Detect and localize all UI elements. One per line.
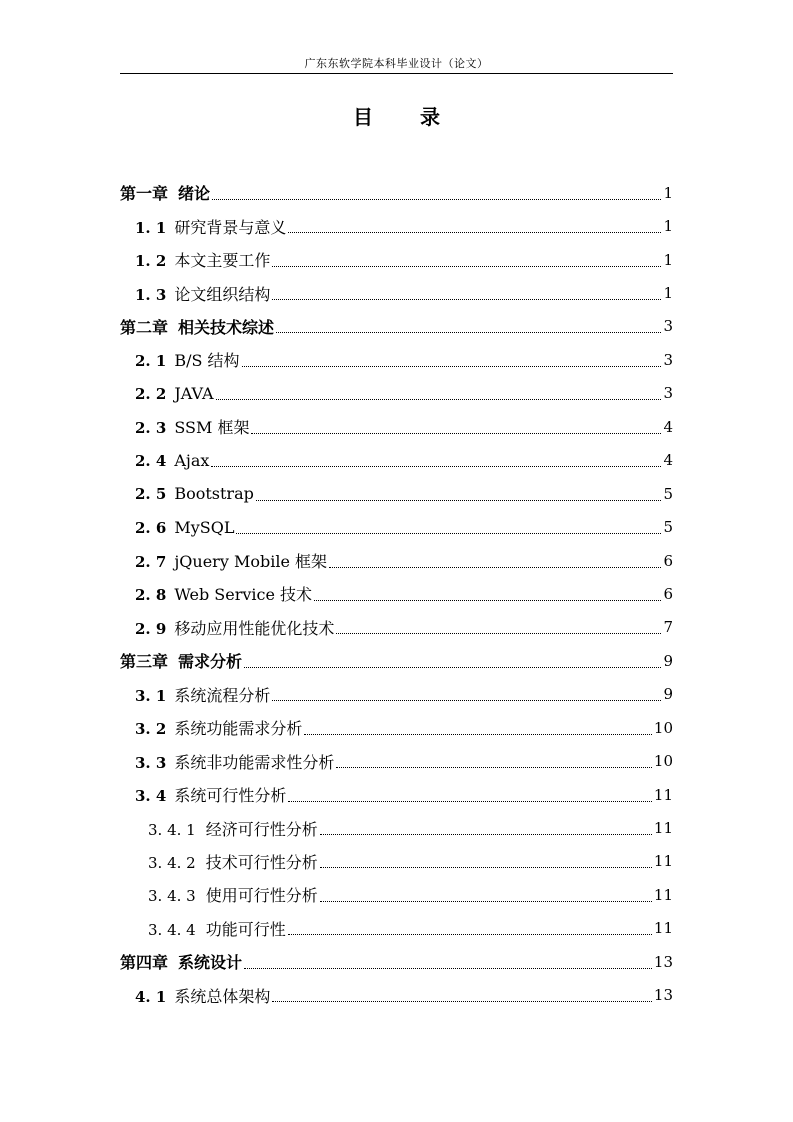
toc-entry-title: 研究背景与意义 bbox=[174, 217, 287, 237]
toc-entry-page-number: 11 bbox=[653, 819, 673, 838]
page-title: 目 录 bbox=[353, 105, 460, 129]
toc-entry-title: 系统非功能需求性分析 bbox=[174, 752, 335, 772]
toc-entry[interactable] bbox=[120, 778, 673, 811]
toc-leader-dots bbox=[329, 566, 661, 568]
toc-entry-label bbox=[135, 582, 312, 605]
toc-leader-dots bbox=[236, 532, 661, 534]
toc-entry-title: 相关技术综述 bbox=[178, 317, 275, 337]
toc-entry-number: 3. 4. 3 bbox=[148, 887, 196, 906]
toc-entry-title: 使用可行性分析 bbox=[205, 886, 318, 906]
toc-entry-number: 2. 8 bbox=[135, 586, 167, 605]
toc-leader-dots bbox=[272, 265, 661, 267]
table-of-contents bbox=[120, 176, 673, 1012]
toc-entry-title: 技术可行性分析 bbox=[205, 852, 318, 872]
toc-entry[interactable] bbox=[120, 209, 673, 242]
toc-entry-title: 功能可行性 bbox=[205, 919, 286, 939]
toc-leader-dots bbox=[336, 766, 652, 768]
toc-entry-page-number: 13 bbox=[653, 952, 673, 971]
toc-leader-dots bbox=[251, 432, 661, 434]
toc-entry-page-number: 5 bbox=[663, 484, 673, 503]
toc-entry[interactable] bbox=[120, 845, 673, 878]
toc-entry-title: SSM 框架 bbox=[174, 418, 250, 438]
toc-entry-page-number: 6 bbox=[663, 551, 673, 570]
toc-entry-page-number: 4 bbox=[663, 417, 673, 436]
toc-entry-title: 系统总体架构 bbox=[174, 986, 271, 1006]
toc-leader-dots bbox=[212, 198, 661, 200]
toc-entry-page-number: 10 bbox=[653, 718, 673, 737]
toc-entry[interactable] bbox=[120, 945, 673, 978]
toc-entry-label bbox=[135, 616, 334, 639]
toc-entry-number: 2. 6 bbox=[135, 518, 167, 537]
toc-entry-label bbox=[135, 282, 270, 305]
toc-entry-page-number: 9 bbox=[663, 651, 673, 670]
toc-entry[interactable] bbox=[120, 678, 673, 711]
toc-entry[interactable] bbox=[120, 477, 673, 510]
toc-entry-title: Web Service 技术 bbox=[174, 585, 313, 605]
toc-leader-dots bbox=[272, 1000, 652, 1002]
toc-entry-label bbox=[148, 850, 318, 873]
toc-entry[interactable] bbox=[120, 611, 673, 644]
toc-entry[interactable] bbox=[120, 544, 673, 577]
toc-entry[interactable] bbox=[120, 510, 673, 543]
toc-leader-dots bbox=[304, 733, 652, 735]
toc-entry-title: 需求分析 bbox=[178, 652, 243, 672]
toc-entry-number: 3. 3 bbox=[135, 753, 167, 772]
toc-entry-title: 绪论 bbox=[178, 184, 211, 204]
toc-entry-number: 2. 3 bbox=[135, 419, 167, 438]
toc-entry-number: 1. 1 bbox=[135, 218, 167, 237]
toc-leader-dots bbox=[242, 365, 662, 367]
toc-entry-number: 2. 4 bbox=[135, 451, 167, 470]
toc-leader-dots bbox=[244, 666, 661, 668]
toc-entry-title: 系统功能需求分析 bbox=[174, 719, 303, 739]
toc-entry-number: 3. 4. 1 bbox=[148, 820, 196, 839]
toc-entry-label bbox=[135, 518, 234, 537]
toc-leader-dots bbox=[320, 833, 652, 835]
toc-entry-page-number: 9 bbox=[663, 685, 673, 704]
toc-entry[interactable] bbox=[120, 343, 673, 376]
toc-entry-title: 移动应用性能优化技术 bbox=[174, 618, 335, 638]
toc-entry-label bbox=[135, 549, 327, 572]
toc-entry-title: jQuery Mobile 框架 bbox=[174, 552, 328, 572]
toc-entry[interactable] bbox=[120, 176, 673, 209]
toc-entry-number: 1. 2 bbox=[135, 252, 167, 271]
toc-entry-label bbox=[148, 917, 286, 940]
toc-entry-page-number: 5 bbox=[663, 518, 673, 537]
toc-entry[interactable] bbox=[120, 878, 673, 911]
toc-entry[interactable] bbox=[120, 711, 673, 744]
toc-entry-label bbox=[135, 415, 249, 438]
toc-entry-number: 第三章 bbox=[120, 652, 169, 672]
toc-entry-number: 3. 4. 2 bbox=[148, 853, 196, 872]
toc-entry-number: 2. 9 bbox=[135, 619, 167, 638]
toc-leader-dots bbox=[288, 800, 652, 802]
toc-entry-number: 3. 4 bbox=[135, 787, 167, 806]
toc-entry-number: 2. 2 bbox=[135, 384, 167, 403]
toc-entry-page-number: 11 bbox=[653, 885, 673, 904]
toc-entry-title: JAVA bbox=[174, 383, 214, 403]
toc-entry-title: 系统设计 bbox=[178, 953, 243, 973]
toc-entry-label bbox=[120, 950, 242, 973]
toc-entry-number: 3. 4. 4 bbox=[148, 920, 196, 939]
toc-entry-label bbox=[135, 215, 286, 238]
toc-entry-title: Bootstrap bbox=[174, 484, 254, 504]
toc-entry[interactable] bbox=[120, 444, 673, 477]
toc-entry-label bbox=[135, 750, 334, 773]
toc-entry-page-number: 10 bbox=[653, 752, 673, 771]
toc-entry-label bbox=[135, 683, 270, 706]
toc-entry-page-number: 11 bbox=[653, 852, 673, 871]
toc-entry-number: 2. 1 bbox=[135, 352, 167, 371]
toc-leader-dots bbox=[288, 933, 652, 935]
toc-entry-page-number: 11 bbox=[653, 919, 673, 938]
toc-entry-number: 2. 7 bbox=[135, 553, 167, 572]
toc-entry[interactable] bbox=[120, 276, 673, 309]
toc-entry-number: 第一章 bbox=[120, 184, 169, 204]
toc-entry-title: 论文组织结构 bbox=[174, 284, 271, 304]
toc-entry-page-number: 3 bbox=[663, 384, 673, 403]
toc-entry-page-number: 13 bbox=[653, 986, 673, 1005]
toc-entry-label bbox=[120, 181, 210, 204]
toc-entry-number: 第二章 bbox=[120, 317, 169, 337]
toc-entry-number: 1. 3 bbox=[135, 285, 167, 304]
toc-entry-title: 系统流程分析 bbox=[174, 685, 271, 705]
toc-entry-title: B/S 结构 bbox=[174, 351, 240, 371]
toc-entry-title: 经济可行性分析 bbox=[205, 819, 318, 839]
toc-entry-page-number: 4 bbox=[663, 451, 673, 470]
toc-entry[interactable] bbox=[120, 811, 673, 844]
toc-entry[interactable] bbox=[120, 410, 673, 443]
toc-entry-label bbox=[148, 883, 318, 906]
toc-leader-dots bbox=[244, 967, 652, 969]
toc-leader-dots bbox=[320, 900, 652, 902]
toc-entry-label bbox=[148, 817, 318, 840]
toc-entry[interactable] bbox=[120, 979, 673, 1012]
toc-leader-dots bbox=[216, 398, 662, 400]
toc-entry[interactable] bbox=[120, 310, 673, 343]
toc-entry-label bbox=[120, 315, 274, 338]
toc-entry-label bbox=[135, 248, 270, 271]
toc-entry-page-number: 1 bbox=[663, 250, 673, 269]
toc-entry[interactable] bbox=[120, 377, 673, 410]
toc-leader-dots bbox=[288, 231, 661, 233]
toc-entry-number: 4. 1 bbox=[135, 987, 167, 1006]
toc-entry-label bbox=[135, 348, 240, 371]
toc-leader-dots bbox=[272, 298, 661, 300]
toc-entry-page-number: 6 bbox=[663, 584, 673, 603]
toc-entry-label bbox=[120, 649, 242, 672]
header-rule bbox=[120, 73, 673, 74]
toc-entry[interactable] bbox=[120, 577, 673, 610]
toc-entry[interactable] bbox=[120, 644, 673, 677]
toc-entry-number: 3. 1 bbox=[135, 686, 167, 705]
toc-entry[interactable] bbox=[120, 744, 673, 777]
toc-entry-label bbox=[135, 783, 286, 806]
toc-entry-label bbox=[135, 484, 254, 503]
toc-leader-dots bbox=[314, 599, 661, 601]
toc-leader-dots bbox=[320, 866, 652, 868]
toc-entry-title: MySQL bbox=[174, 517, 235, 537]
toc-entry-title: 系统可行性分析 bbox=[174, 786, 287, 806]
toc-entry-page-number: 7 bbox=[663, 618, 673, 637]
toc-entry-label bbox=[135, 384, 214, 403]
toc-leader-dots bbox=[211, 465, 661, 467]
toc-entry-label bbox=[135, 451, 209, 470]
page-header: 广东东软学院本科毕业设计（论文） bbox=[304, 57, 489, 70]
toc-entry-number: 2. 5 bbox=[135, 485, 167, 504]
toc-leader-dots bbox=[256, 499, 662, 501]
toc-entry-title: 本文主要工作 bbox=[174, 251, 271, 271]
toc-entry-page-number: 1 bbox=[663, 217, 673, 236]
toc-entry-page-number: 3 bbox=[663, 317, 673, 336]
toc-leader-dots bbox=[336, 632, 661, 634]
toc-entry[interactable] bbox=[120, 912, 673, 945]
toc-leader-dots bbox=[272, 699, 661, 701]
toc-entry-label bbox=[135, 984, 270, 1007]
toc-entry-page-number: 1 bbox=[663, 284, 673, 303]
toc-entry-number: 第四章 bbox=[120, 953, 169, 973]
toc-entry[interactable] bbox=[120, 243, 673, 276]
toc-entry-page-number: 1 bbox=[663, 183, 673, 202]
toc-entry-page-number: 3 bbox=[663, 350, 673, 369]
toc-leader-dots bbox=[276, 331, 661, 333]
toc-entry-title: Ajax bbox=[174, 450, 210, 470]
toc-entry-page-number: 11 bbox=[653, 785, 673, 804]
toc-entry-number: 3. 2 bbox=[135, 720, 167, 739]
toc-entry-label bbox=[135, 716, 302, 739]
